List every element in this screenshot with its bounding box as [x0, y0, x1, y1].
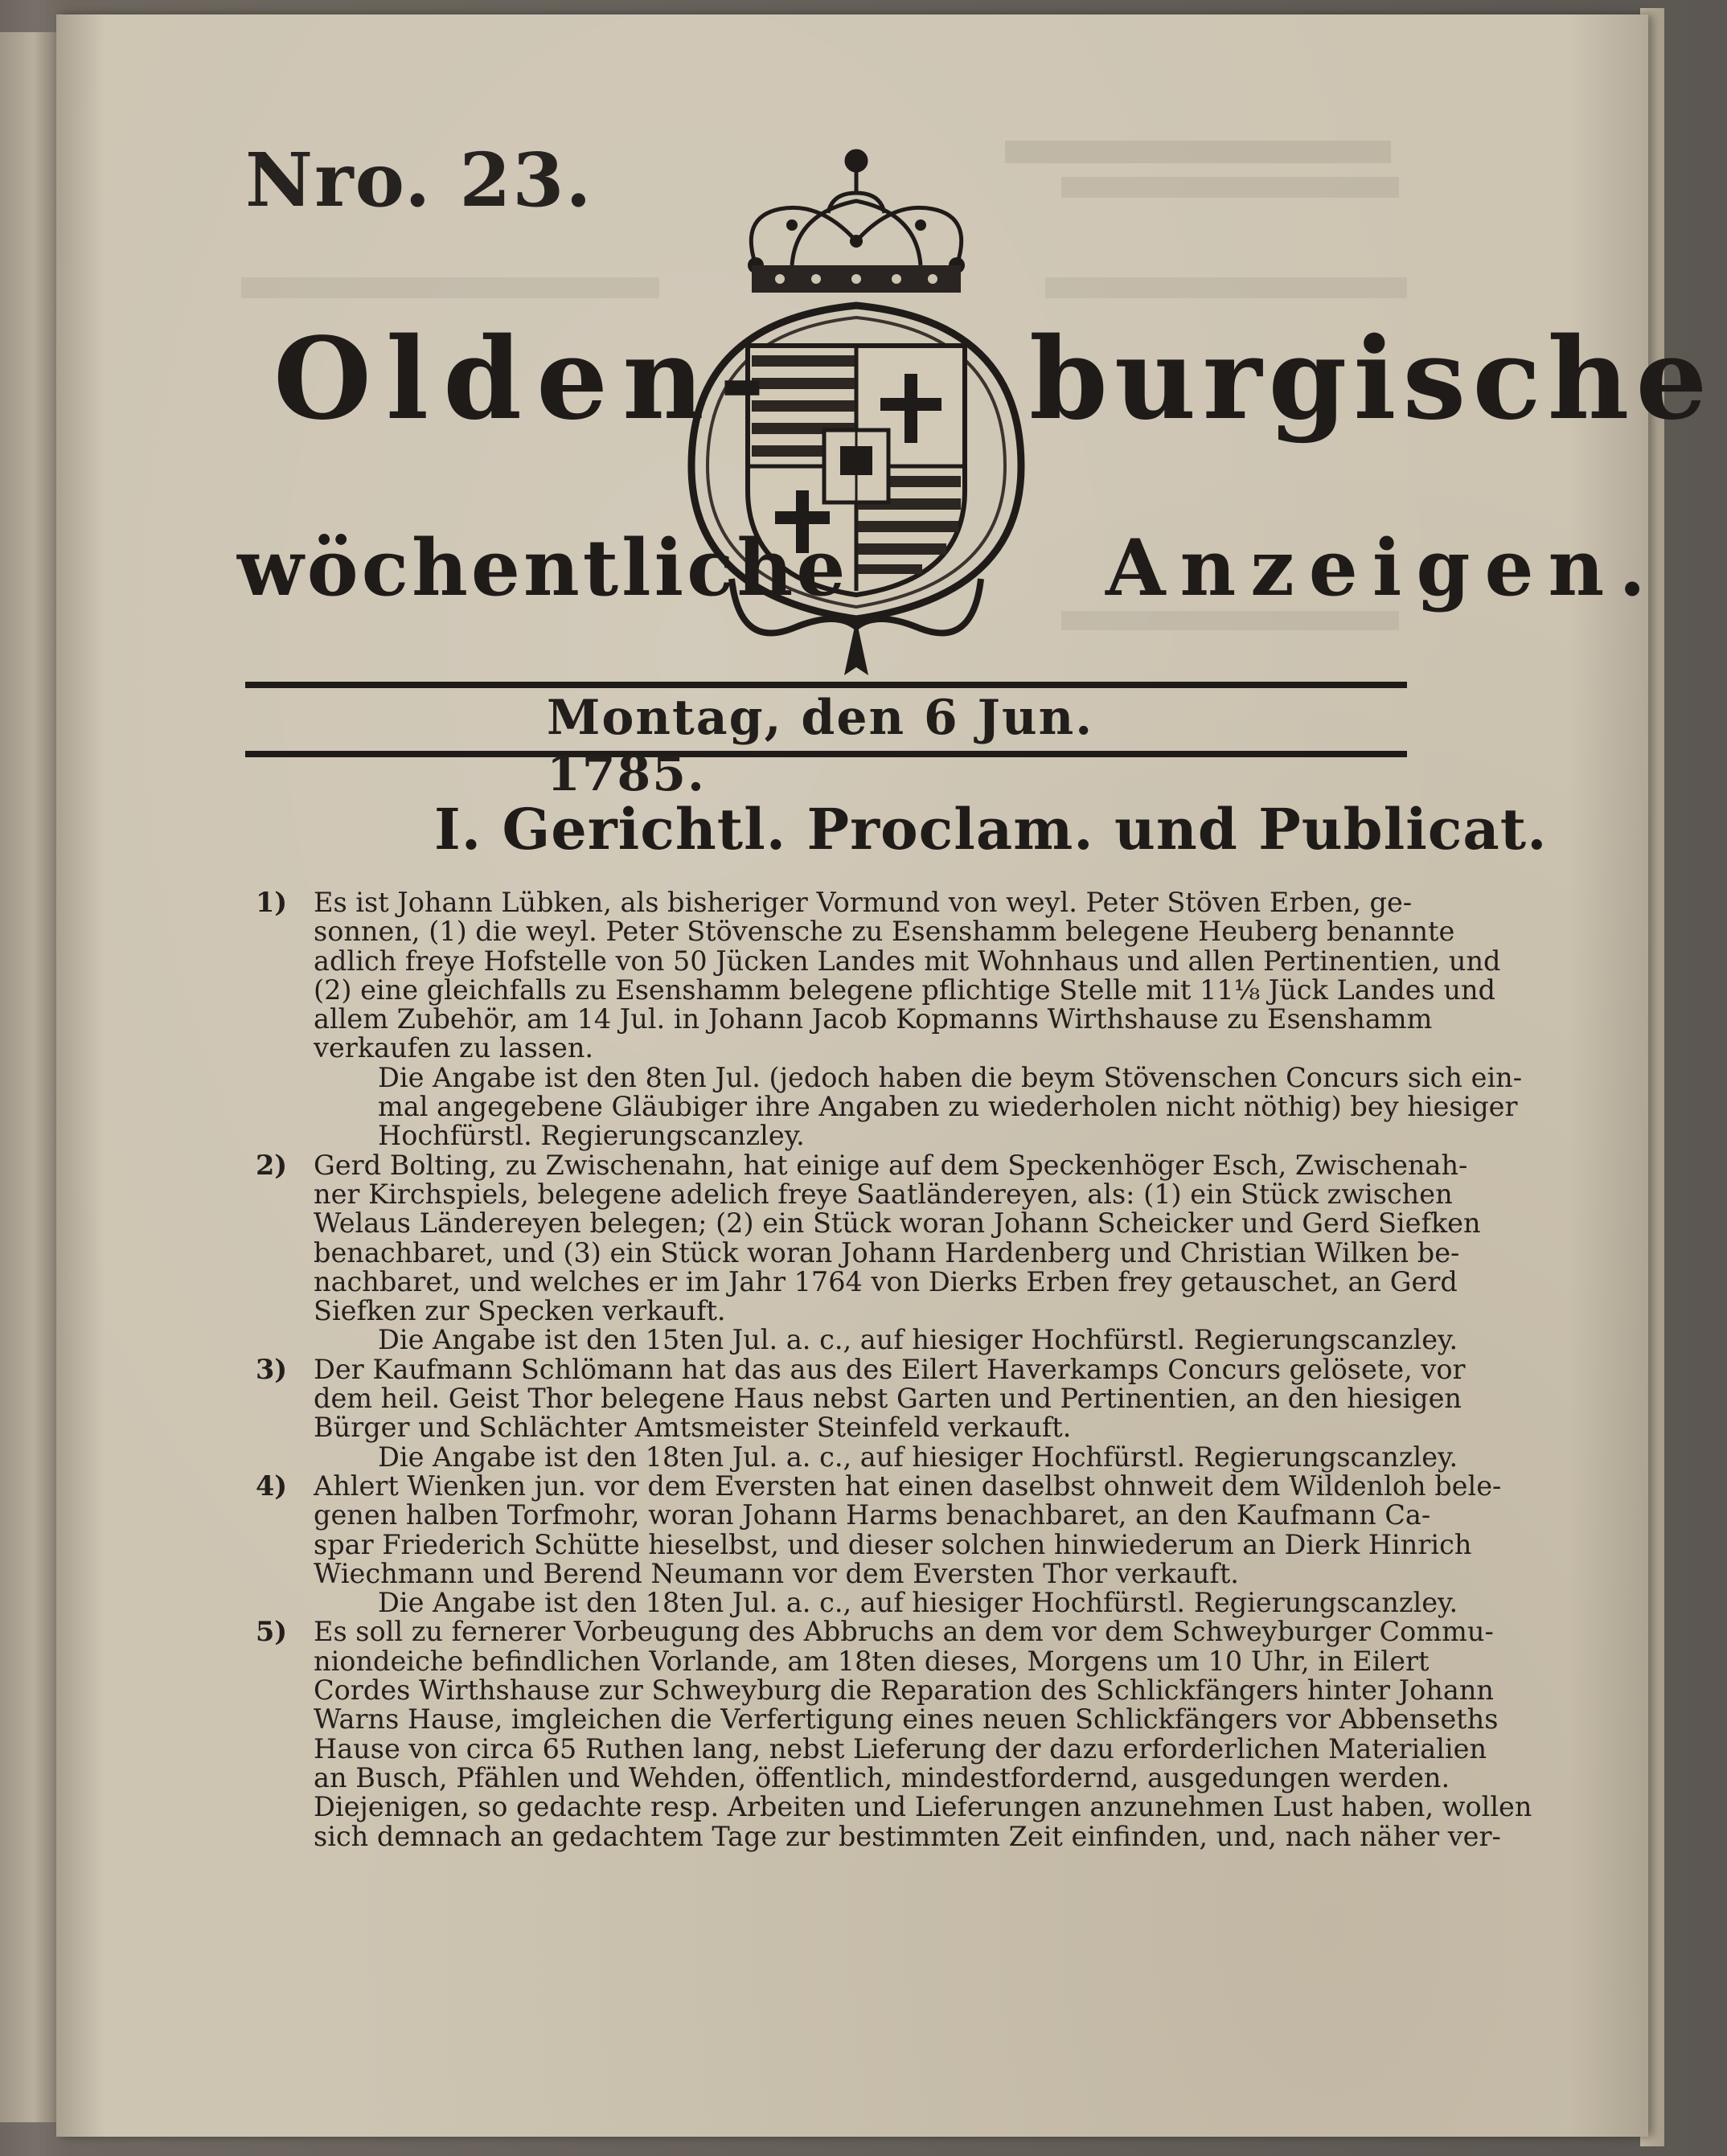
notice-number: 5) — [256, 1616, 288, 1648]
text-line: Warns Hause, imgleichen die Verfertigung eines neuen Schlickfängers vor Abbenseths — [314, 1703, 1499, 1736]
show-through-mark — [1045, 277, 1407, 298]
section-title: I. Gerichtl. Proclam. und Publicat. — [434, 796, 1548, 863]
notice-number: 2) — [256, 1149, 288, 1181]
notice-number: 4) — [256, 1469, 288, 1502]
notice-item — [249, 1149, 1481, 1356]
issue-date: Montag, den 6 Jun. 1785. — [547, 690, 1094, 802]
issue-number: Nro. 23. — [245, 137, 593, 223]
notice-number: 3) — [256, 1353, 288, 1385]
notice-number: 1) — [256, 887, 288, 918]
text-line: nachbaret, und welches er im Jahr 1764 von Dierks Erben frey getauschet, an Gerd — [314, 1265, 1458, 1297]
note-line: Die Angabe ist den 18ten Jul. a. c., auf hiesiger Hochfürstl. Regierungscanzley. — [378, 1441, 1458, 1473]
note-line: Die Angabe ist den 15ten Jul. a. c., auf hiesiger Hochfürstl. Regierungscanzley. — [378, 1324, 1458, 1356]
text-line: allem Zubehör, am 14 Jul. in Johann Jacob Kopmanns Wirthshause zu Esenshamm — [314, 1003, 1433, 1035]
text-line: sonnen, (1) die weyl. Peter Stövensche zu Esenshamm belegene Heuberg benannte — [314, 916, 1455, 948]
text-line: Wiechmann und Berend Neumann vor dem Eversten Thor verkauft. — [314, 1557, 1239, 1589]
text-line: ner Kirchspiels, belegene adelich freye Saatländereyen, als: (1) ein Stück zwischen — [314, 1178, 1453, 1210]
text-line: sich demnach an gedachtem Tage zur bestimmten Zeit einfinden, und, nach näher ver- — [314, 1820, 1501, 1852]
masthead-title-right: burgische — [1029, 314, 1714, 445]
notice-item — [249, 1616, 1532, 1852]
text-line: Siefken zur Specken verkauft. — [314, 1295, 726, 1327]
show-through-mark — [1061, 177, 1399, 198]
notices-body — [249, 887, 1532, 1852]
text-line: Der Kaufmann Schlömann hat das aus des Eilert Haverkamps Concurs gelösete, vor — [314, 1353, 1466, 1385]
text-line: an Busch, Pfählen und Wehden, öffentlich, mindestfordernd, ausgedungen werden. — [314, 1761, 1450, 1793]
text-line: Hause von circa 65 Ruthen lang, nebst Lieferung der dazu erforderlichen Materialien — [314, 1732, 1487, 1765]
show-through-mark — [1005, 141, 1391, 163]
masthead-title-left: Olden- — [273, 314, 780, 445]
text-line: (2) eine gleichfalls zu Esenshamm belegene pflichtige Stelle mit 11⅛ Jück Landes und — [314, 973, 1495, 1006]
text-line: benachbaret, und (3) ein Stück woran Johann Hardenberg und Christian Wilken be- — [314, 1236, 1460, 1269]
note-line: mal angegebene Gläubiger ihre Angaben zu wiederholen nicht nöthig) bey hiesiger — [378, 1091, 1518, 1123]
note-line: Die Angabe ist den 8ten Jul. (jedoch haben die beym Stövenschen Concurs sich ein- — [378, 1061, 1523, 1093]
text-line: niondeiche befindlichen Vorlande, am 18ten dieses, Morgens um 10 Uhr, in Eilert — [314, 1645, 1430, 1677]
text-line: Bürger und Schlächter Amtsmeister Steinfeld verkauft. — [314, 1412, 1072, 1444]
rule-top — [245, 682, 1407, 688]
masthead-subtitle-left: wöchentliche — [237, 523, 849, 613]
text-line: genen halben Torfmohr, woran Johann Harms benachbaret, an den Kaufmann Ca- — [314, 1499, 1431, 1531]
text-line: Es ist Johann Lübken, als bisheriger Vormund von weyl. Peter Stöven Erben, ge- — [314, 887, 1413, 918]
text-line: Cordes Wirthshause zur Schweyburg die Reparation des Schlickfängers hinter Johann — [314, 1674, 1494, 1707]
text-line: Welaus Ländereyen belegen; (2) ein Stück woran Johann Scheicker und Gerd Siefken — [314, 1207, 1481, 1240]
note-line: Die Angabe ist den 18ten Jul. a. c., auf hiesiger Hochfürstl. Regierungscanzley. — [378, 1587, 1458, 1619]
show-through-mark — [241, 277, 659, 298]
notice-item — [249, 1353, 1466, 1473]
text-line: Ahlert Wienken jun. vor dem Eversten hat einen daselbst ohnweit dem Wildenloh bele- — [314, 1469, 1502, 1502]
text-line: dem heil. Geist Thor belegene Haus nebst Garten und Pertinentien, an den hiesigen — [314, 1383, 1462, 1415]
notice-item — [249, 1469, 1502, 1619]
text-line: spar Friederich Schütte hieselbst, und dieser solchen hinwiederum an Dierk Hinrich — [314, 1528, 1472, 1560]
text-line: Diejenigen, so gedachte resp. Arbeiten und Lieferungen anzunehmen Lust haben, wollen — [314, 1791, 1532, 1823]
text-line: verkaufen zu lassen. — [314, 1032, 594, 1064]
text-line: Es soll zu fernerer Vorbeugung des Abbruchs an dem vor dem Schweyburger Commu- — [314, 1616, 1494, 1648]
show-through-mark — [1061, 611, 1399, 630]
facing-page-edge — [0, 32, 56, 2122]
masthead-subtitle-right: Anzeigen. — [1106, 523, 1660, 613]
text-line: Gerd Bolting, zu Zwischenahn, hat einige auf dem Speckenhöger Esch, Zwischenah- — [314, 1149, 1468, 1181]
text-line: adlich freye Hofstelle von 50 Jücken Landes mit Wohnhaus und allen Pertinentien, und — [314, 945, 1501, 977]
note-line: Hochfürstl. Regierungscanzley. — [378, 1120, 805, 1152]
notice-item — [249, 887, 1523, 1152]
